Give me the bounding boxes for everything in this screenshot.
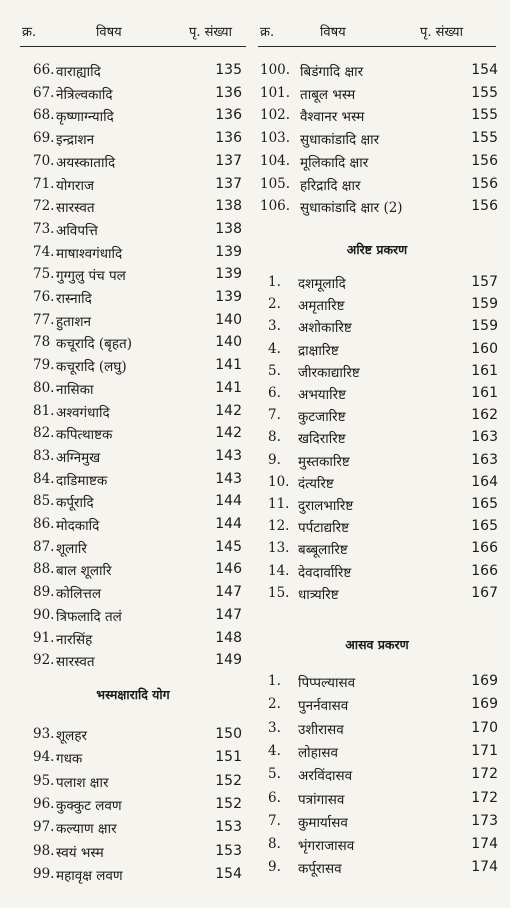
entry-number: 86. xyxy=(33,516,55,532)
entry-page-number: 172 xyxy=(471,789,498,806)
entry-title: शूलारि xyxy=(56,540,87,557)
index-entry xyxy=(0,221,252,243)
entry-title: त्रिफलादि तलं xyxy=(56,608,122,625)
entry-page-number: 135 xyxy=(215,62,242,78)
entry-number: 94. xyxy=(33,749,55,766)
entry-title: पर्पटाद्यरिष्ट xyxy=(298,520,350,537)
entry-number: 81. xyxy=(33,402,55,419)
entry-page-number: 141 xyxy=(215,379,242,396)
entry-title: बाल शूलारि xyxy=(56,563,112,580)
entry-number: 4. xyxy=(268,340,281,357)
entry-page-number: 139 xyxy=(215,266,242,283)
entry-title: वैश्वानर भस्म xyxy=(300,109,365,126)
entry-number: 15. xyxy=(268,584,290,601)
page-heading: पृ. संख्या xyxy=(420,25,463,40)
index-entry xyxy=(258,107,510,129)
entry-number: 1. xyxy=(268,274,281,290)
entry-number: 76. xyxy=(33,289,55,305)
entry-page-number: 136 xyxy=(215,130,242,147)
entry-number: 75. xyxy=(33,266,55,283)
entry-title: सुधाकांडादि क्षार (2) xyxy=(300,200,403,217)
entry-number: 105. xyxy=(260,175,291,192)
entry-page-number: 166 xyxy=(471,562,498,579)
left-section-title: भस्मक्षारादि योग xyxy=(96,687,170,702)
index-entry xyxy=(258,743,510,765)
entry-page-number: 137 xyxy=(215,175,242,192)
index-entry xyxy=(258,518,510,540)
entry-page-number: 138 xyxy=(215,198,242,215)
entry-title: पिप्पल्यासव xyxy=(298,675,356,691)
index-entry xyxy=(258,407,510,429)
entry-number: 84. xyxy=(33,470,55,487)
entry-title: देवदार्वारिष्ट xyxy=(298,564,352,581)
entry-number: 80. xyxy=(33,379,55,396)
entry-page-number: 143 xyxy=(215,470,242,487)
index-entry xyxy=(258,429,510,451)
entry-page-number: 169 xyxy=(471,673,498,689)
right-header-rule xyxy=(258,46,496,47)
entry-number: 3. xyxy=(268,719,281,736)
index-entry xyxy=(258,341,510,363)
entry-page-number: 151 xyxy=(215,749,242,766)
entry-title: अश्वगंधादि xyxy=(56,404,110,421)
entry-page-number: 167 xyxy=(471,584,498,601)
index-entry xyxy=(258,673,510,695)
entry-number: 85. xyxy=(33,493,55,510)
entry-number: 11. xyxy=(268,496,290,512)
entry-title: वाराह्यादि xyxy=(56,64,101,80)
entry-number: 13. xyxy=(268,540,290,557)
entry-title: नारसिंह xyxy=(56,631,93,648)
entry-title: मुस्तकारिष्ट xyxy=(298,453,350,470)
right-section2-title: आसव प्रकरण xyxy=(345,637,409,652)
index-entry xyxy=(0,749,252,771)
index-entry xyxy=(0,403,252,425)
index-entry xyxy=(258,318,510,340)
entry-page-number: 148 xyxy=(215,629,242,646)
index-entry xyxy=(258,585,510,607)
entry-title: इन्द्राशन xyxy=(56,132,95,149)
entry-number: 3. xyxy=(268,318,281,335)
index-entry xyxy=(258,176,510,198)
index-entry xyxy=(0,630,252,652)
entry-title: उशीरासव xyxy=(298,721,344,738)
entry-page-number: 140 xyxy=(215,334,242,351)
entry-page-number: 139 xyxy=(215,243,242,260)
index-entry xyxy=(258,836,510,858)
index-entry xyxy=(258,474,510,496)
index-entry xyxy=(0,607,252,629)
entry-number: 100. xyxy=(260,62,291,78)
entry-page-number: 165 xyxy=(471,518,498,535)
index-entry xyxy=(258,540,510,562)
entry-number: 95. xyxy=(33,772,55,789)
index-entry xyxy=(258,859,510,881)
entry-number: 96. xyxy=(33,795,55,812)
entry-number: 67. xyxy=(33,84,55,101)
entry-title: नासिका xyxy=(56,381,94,398)
no-heading: क्र. xyxy=(22,25,37,40)
index-entry xyxy=(258,62,510,84)
entry-title: अविपत्ति xyxy=(56,222,98,239)
entry-number: 78 xyxy=(33,334,51,351)
entry-title: नेत्रिल्वकादि xyxy=(56,86,113,103)
entry-title: मूलिकादि क्षार xyxy=(300,154,369,171)
entry-title: अयस्कातादि xyxy=(56,154,116,171)
entry-page-number: 160 xyxy=(471,340,498,357)
index-entry xyxy=(258,563,510,585)
entry-page-number: 144 xyxy=(215,516,242,532)
entry-title: गुग्गुलु पंच पल xyxy=(56,268,126,285)
index-entry xyxy=(258,274,510,296)
entry-number: 9. xyxy=(268,451,281,468)
entry-page-number: 150 xyxy=(215,726,242,742)
entry-number: 93. xyxy=(33,726,55,742)
entry-page-number: 165 xyxy=(471,496,498,512)
entry-page-number: 174 xyxy=(471,836,498,853)
entry-page-number: 137 xyxy=(215,152,242,169)
entry-page-number: 159 xyxy=(471,296,498,313)
entry-number: 102. xyxy=(260,107,291,124)
entry-number: 1. xyxy=(268,673,281,689)
index-entry xyxy=(258,496,510,518)
entry-title: योगराज xyxy=(56,177,94,194)
left-header xyxy=(0,22,255,42)
entry-page-number: 146 xyxy=(215,561,242,578)
entry-title: कुटजारिष्ट xyxy=(298,409,346,426)
entry-page-number: 139 xyxy=(215,289,242,305)
entry-title: सारस्वत xyxy=(56,654,95,671)
index-entry xyxy=(0,539,252,561)
index-entry xyxy=(258,696,510,718)
entry-title: कचूरादि (लघु) xyxy=(56,359,127,376)
index-entry xyxy=(258,363,510,385)
entry-page-number: 152 xyxy=(215,772,242,789)
entry-title: कल्याण क्षार xyxy=(56,821,117,838)
entry-title: जीरकाद्यारिष्ट xyxy=(298,364,360,381)
index-entry xyxy=(0,448,252,470)
index-entry xyxy=(258,198,510,220)
entry-page-number: 154 xyxy=(471,62,498,78)
entry-page-number: 156 xyxy=(471,175,498,192)
entry-title: पत्रांगासव xyxy=(298,791,345,808)
entry-page-number: 136 xyxy=(215,84,242,101)
entry-number: 8. xyxy=(268,429,281,446)
index-entry xyxy=(258,296,510,318)
index-entry xyxy=(258,720,510,742)
entry-page-number: 153 xyxy=(215,842,242,859)
entry-title: कुक्कुट लवण xyxy=(56,797,122,814)
index-entry xyxy=(0,773,252,795)
entry-number: 66. xyxy=(33,62,55,78)
page-heading: पृ. संख्या xyxy=(189,25,232,40)
entry-number: 12. xyxy=(268,518,290,535)
entry-page-number: 166 xyxy=(471,540,498,557)
entry-page-number: 155 xyxy=(471,107,498,124)
entry-page-number: 161 xyxy=(471,362,498,379)
entry-page-number: 159 xyxy=(471,318,498,335)
entry-number: 69. xyxy=(33,130,55,147)
entry-number: 92. xyxy=(33,652,55,669)
index-entry xyxy=(0,584,252,606)
entry-title: द्राक्षारिष्ट xyxy=(298,342,339,359)
left-header-rule xyxy=(20,46,246,47)
entry-title: मोदकादि xyxy=(56,518,100,534)
index-entry xyxy=(258,385,510,407)
entry-title: कोलित्तल xyxy=(56,586,101,603)
index-entry xyxy=(258,130,510,152)
entry-page-number: 156 xyxy=(471,198,498,215)
entry-page-number: 163 xyxy=(471,451,498,468)
entry-page-number: 136 xyxy=(215,107,242,124)
entry-number: 8. xyxy=(268,836,281,853)
entry-title: बिडंगादि क्षार xyxy=(300,64,364,80)
index-entry xyxy=(0,493,252,515)
subject-heading: विषय xyxy=(96,25,122,40)
entry-title: पुनर्नवासव xyxy=(298,698,349,715)
entry-title: बब्बूलारिष्ट xyxy=(298,542,348,559)
entry-number: 5. xyxy=(268,362,281,379)
entry-page-number: 145 xyxy=(215,538,242,555)
entry-page-number: 156 xyxy=(471,152,498,169)
entry-title: सुधाकांडादि क्षार xyxy=(300,132,380,149)
entry-number: 7. xyxy=(268,812,281,829)
entry-page-number: 155 xyxy=(471,84,498,101)
entry-title: कचूरादि (बृहत) xyxy=(56,336,133,353)
entry-number: 7. xyxy=(268,407,281,424)
index-entry xyxy=(0,652,252,674)
entry-title: अमृतारिष्ट xyxy=(298,298,345,315)
entry-title: खदिरारिष्ट xyxy=(298,431,346,448)
index-entry xyxy=(0,289,252,311)
entry-title: दंत्यरिष्ट xyxy=(298,475,334,492)
index-entry xyxy=(258,790,510,812)
subject-heading: विषय xyxy=(320,25,346,40)
entry-title: कृष्णाग्न्यादि xyxy=(56,109,114,126)
entry-number: 79. xyxy=(33,357,55,374)
entry-page-number: 169 xyxy=(471,696,498,713)
entry-number: 90. xyxy=(33,606,55,623)
entry-number: 83. xyxy=(33,447,55,464)
entry-page-number: 174 xyxy=(471,859,498,876)
entry-page-number: 161 xyxy=(471,385,498,401)
index-entry xyxy=(258,813,510,835)
entry-title: लोहासव xyxy=(298,744,338,761)
index-entry xyxy=(0,176,252,198)
entry-number: 89. xyxy=(33,584,55,601)
entry-title: सारस्वत xyxy=(56,200,95,217)
entry-title: गधक xyxy=(56,751,83,768)
entry-number: 72. xyxy=(33,198,55,215)
entry-number: 106. xyxy=(260,198,291,215)
entry-number: 9. xyxy=(268,859,281,876)
entry-number: 2. xyxy=(268,296,281,313)
entry-page-number: 153 xyxy=(215,819,242,836)
index-entry xyxy=(258,85,510,107)
entry-number: 87. xyxy=(33,538,55,555)
right-header xyxy=(258,22,510,42)
entry-title: कर्पूरासव xyxy=(298,861,342,878)
entry-title: हुताशन xyxy=(56,313,92,330)
entry-page-number: 154 xyxy=(215,865,242,882)
entry-number: 97. xyxy=(33,819,55,836)
entry-page-number: 155 xyxy=(471,130,498,147)
entry-page-number: 142 xyxy=(215,402,242,419)
index-entry xyxy=(0,62,252,84)
entry-page-number: 147 xyxy=(215,606,242,623)
entry-page-number: 143 xyxy=(215,447,242,464)
index-entry xyxy=(0,561,252,583)
entry-number: 70. xyxy=(33,152,55,169)
entry-title: कपित्थाष्टक xyxy=(56,427,113,444)
index-entry xyxy=(0,198,252,220)
right-section1-title: अरिष्ट प्रकरण xyxy=(346,242,408,257)
entry-title: दाडिमाष्टक xyxy=(56,472,108,489)
index-entry xyxy=(0,266,252,288)
no-heading: क्र. xyxy=(260,25,275,40)
entry-page-number: 172 xyxy=(471,766,498,783)
index-entry xyxy=(0,334,252,356)
entry-title: दशमूलादि xyxy=(298,276,346,292)
index-entry xyxy=(0,244,252,266)
entry-number: 77. xyxy=(33,311,55,328)
index-entry xyxy=(0,726,252,748)
index-entry xyxy=(258,766,510,788)
entry-title: अशोकारिष्ट xyxy=(298,320,352,337)
entry-title: कुमार्यासव xyxy=(298,814,348,831)
entry-title: धात्र्यरिष्ट xyxy=(298,586,339,603)
index-entry xyxy=(258,153,510,175)
entry-number: 2. xyxy=(268,696,281,713)
entry-title: अग्निमुख xyxy=(56,449,101,466)
entry-page-number: 147 xyxy=(215,584,242,601)
entry-number: 104. xyxy=(260,152,291,169)
entry-title: अरविंदासव xyxy=(298,768,353,785)
entry-title: शूलहर xyxy=(56,728,88,744)
entry-title: रास्नादि xyxy=(56,291,92,307)
entry-number: 73. xyxy=(33,220,55,237)
entry-page-number: 140 xyxy=(215,311,242,328)
entry-number: 101. xyxy=(260,84,291,101)
entry-title: कर्पूरादि xyxy=(56,495,94,512)
entry-page-number: 152 xyxy=(215,795,242,812)
entry-page-number: 171 xyxy=(471,742,498,759)
index-entry xyxy=(0,380,252,402)
entry-title: ताबूल भस्म xyxy=(300,86,356,103)
entry-number: 4. xyxy=(268,742,281,759)
entry-page-number: 162 xyxy=(471,407,498,424)
entry-page-number: 149 xyxy=(215,652,242,669)
entry-number: 6. xyxy=(268,789,281,806)
index-entry xyxy=(0,425,252,447)
entry-page-number: 164 xyxy=(471,473,498,490)
entry-number: 10. xyxy=(268,473,290,490)
entry-number: 82. xyxy=(33,425,55,442)
entry-title: भृंगराजासव xyxy=(298,838,355,855)
entry-number: 103. xyxy=(260,130,291,147)
entry-title: हरिद्रादि क्षार xyxy=(300,177,361,194)
index-entry xyxy=(0,471,252,493)
entry-page-number: 138 xyxy=(215,220,242,237)
entry-number: 74. xyxy=(33,243,55,260)
entry-number: 14. xyxy=(268,562,290,579)
entry-number: 71. xyxy=(33,175,55,192)
entry-number: 98. xyxy=(33,842,55,859)
entry-title: अभयारिष्ट xyxy=(298,387,347,403)
entry-number: 5. xyxy=(268,766,281,783)
entry-page-number: 142 xyxy=(215,425,242,442)
entry-page-number: 144 xyxy=(215,493,242,510)
entry-page-number: 141 xyxy=(215,357,242,374)
index-entry xyxy=(0,357,252,379)
entry-title: पलाश क्षार xyxy=(56,774,109,791)
entry-number: 91. xyxy=(33,629,55,646)
index-entry xyxy=(0,153,252,175)
index-entry xyxy=(258,452,510,474)
entry-number: 99. xyxy=(33,865,55,882)
index-entry xyxy=(0,130,252,152)
entry-title: दुरालभारिष्ट xyxy=(298,498,354,514)
index-entry xyxy=(0,843,252,865)
index-entry xyxy=(0,796,252,818)
entry-number: 88. xyxy=(33,561,55,578)
index-entry xyxy=(0,516,252,538)
entry-number: 68. xyxy=(33,107,55,124)
entry-title: महावृक्ष लवण xyxy=(56,867,123,884)
entry-number: 6. xyxy=(268,385,281,401)
index-entry xyxy=(0,312,252,334)
index-entry xyxy=(0,819,252,841)
index-entry xyxy=(0,85,252,107)
index-entry xyxy=(0,866,252,888)
index-entry xyxy=(0,107,252,129)
entry-page-number: 157 xyxy=(471,274,498,290)
entry-title: स्वयं भस्म xyxy=(56,844,104,861)
entry-title: माषाश्वगंधादि xyxy=(56,245,123,262)
entry-page-number: 173 xyxy=(471,812,498,829)
entry-page-number: 163 xyxy=(471,429,498,446)
entry-page-number: 170 xyxy=(471,719,498,736)
